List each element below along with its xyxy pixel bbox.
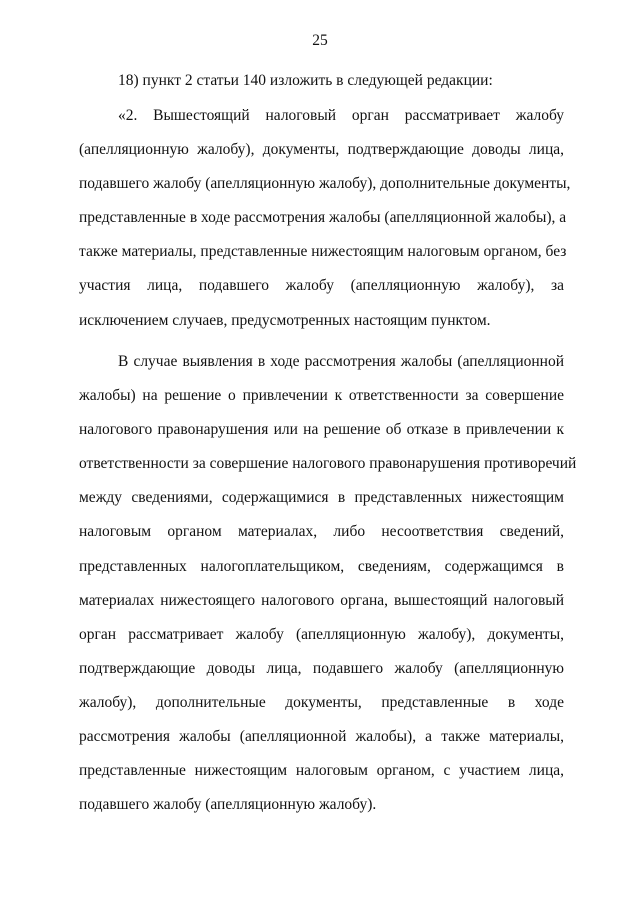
text-line: В случае выявления в ходе рассмотрения жалобы (апелляционной (118, 353, 564, 370)
text-line: также материалы, представленные нижестоящим налоговым органом, без (79, 243, 567, 261)
page-number: 25 (312, 32, 328, 49)
text-line: подавшего жалобу (апелляционную жалобу). (79, 796, 377, 814)
text-line: (апелляционную жалобу), документы, подтверждающие доводы лица, (79, 141, 564, 159)
text-line: материалах нижестоящего налогового органа, вышестоящий налоговый (79, 591, 564, 609)
text-line: подтверждающие доводы лица, подавшего жалобу (апелляционную (79, 659, 564, 677)
text-line: жалобу), дополнительные документы, представленные в ходе (79, 693, 564, 711)
text-line: орган рассматривает жалобу (апелляционную жалобу), документы, (79, 625, 564, 643)
paragraph-point-2 (79, 99, 571, 338)
text-line: налоговым органом материалах, либо несоответствия сведений, (79, 523, 564, 541)
paragraph-contradictions (79, 345, 577, 822)
text-line: исключением случаев, предусмотренных настоящим пунктом. (79, 311, 491, 329)
text-line: налогового правонарушения или на решение об отказе в привлечении к (79, 421, 564, 439)
text-line: 18) пункт 2 статьи 140 изложить в следующей редакции: (118, 72, 493, 89)
paragraph-item-18 (79, 64, 564, 98)
text-line: между сведениями, содержащимися в представленных нижестоящим (79, 489, 564, 507)
text-line: «2. Вышестоящий налоговый орган рассматривает жалобу (118, 107, 564, 124)
text-line: рассмотрения жалобы (апелляционной жалобы), а также материалы, (79, 728, 564, 746)
text-line: представленных налогоплательщиком, сведениям, содержащимся в (79, 557, 564, 575)
text-line: жалобы) на решение о привлечении к ответственности за совершение (79, 387, 564, 405)
text-line: участия лица, подавшего жалобу (апелляционную жалобу), за (79, 277, 564, 295)
text-line: представленные нижестоящим налоговым органом, с участием лица, (79, 762, 564, 780)
text-line: подавшего жалобу (апелляционную жалобу), дополнительные документы, (79, 175, 571, 193)
text-line: ответственности за совершение налогового правонарушения противоречий (79, 455, 577, 473)
text-line: представленные в ходе рассмотрения жалобы (апелляционной жалобы), а (79, 209, 567, 227)
